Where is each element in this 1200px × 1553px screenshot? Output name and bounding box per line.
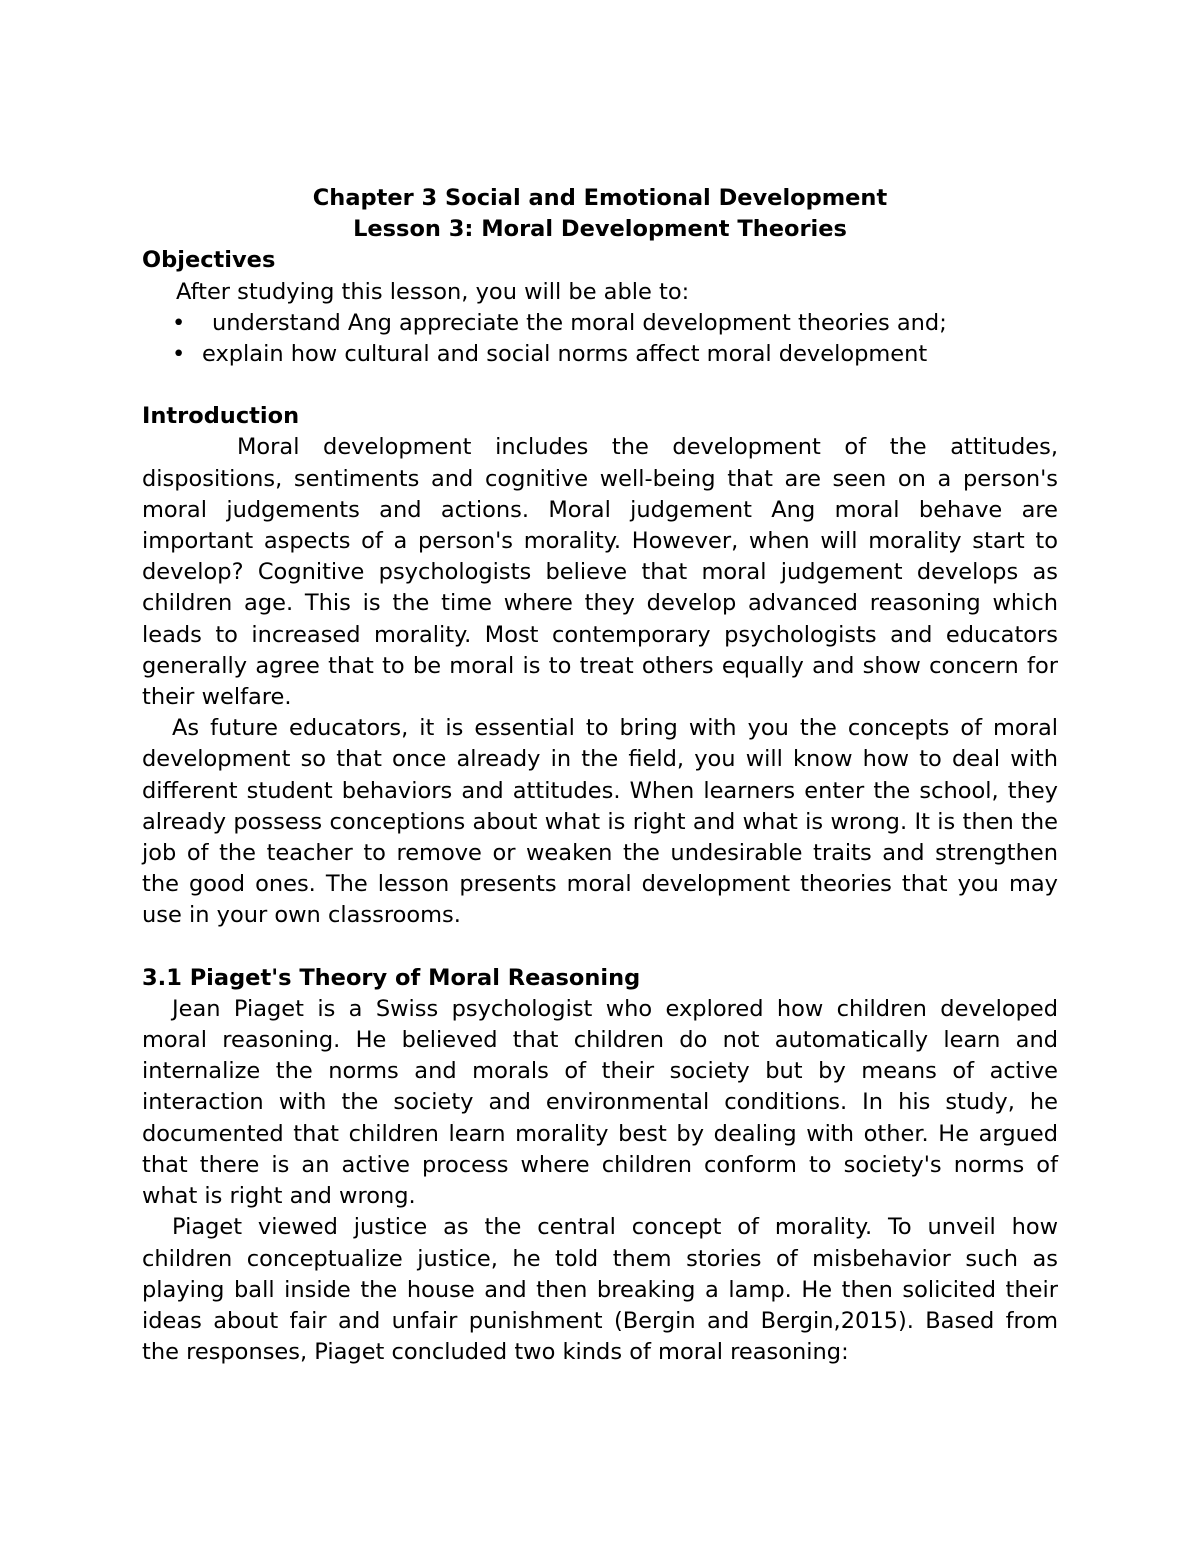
spacer [142, 932, 1058, 963]
objective-text: understand Ang appreciate the moral development theories and; [212, 309, 947, 336]
section-heading: 3.1 Piaget's Theory of Moral Reasoning [142, 964, 641, 991]
list-item [172, 308, 1058, 339]
bullet-icon: • [172, 309, 186, 336]
objectives-heading: Objectives [142, 247, 276, 274]
objective-text: explain how cultural and social norms affect moral development [202, 341, 928, 368]
introduction-paragraph: Moral development includes the development of the attitudes, dispositions, sentiments and cognitive well-being that are seen on a person's moral judgements and actions. Moral judgement Ang moral behave are important aspects of a person's morality. However, when will morality start to develop? Cognitive psychologists believe that moral judgement develops as children age. This is the time where they develop advanced reasoning which leads to increased morality. Most contemporary psychologists and educators generally agree that to be moral is to treat others equally and show concern for their welfare. [142, 434, 1058, 711]
spacer [142, 370, 1058, 401]
document-page [142, 183, 1058, 1368]
objectives-lead: After studying this lesson, you will be able to: [176, 278, 690, 305]
lesson-title: Lesson 3: Moral Development Theories [353, 216, 847, 243]
objectives-list [142, 308, 1058, 370]
introduction-heading: Introduction [142, 403, 300, 430]
list-item [172, 339, 1058, 370]
introduction-paragraph: As future educators, it is essential to bring with you the concepts of moral development so that once already in the field, you will know how to deal with different student behaviors and attitudes. When learners enter the school, they already possess conceptions about what is right and what is wrong. It is then the job of the teacher to remove or weaken the undesirable traits and strengthen the good ones. The lesson presents moral development theories that you may use in your own classrooms. [142, 715, 1058, 929]
bullet-icon: • [172, 341, 186, 368]
section-paragraph: Jean Piaget is a Swiss psychologist who explored how children developed moral reasoning. He believed that children do not automatically learn and internalize the norms and morals of their society but by means of active interaction with the society and environmental conditions. In his study, he documented that children learn morality best by dealing with other. He argued that there is an active process where children conform to society's norms of what is right and wrong. [142, 995, 1058, 1210]
section-paragraph: Piaget viewed justice as the central concept of morality. To unveil how children conceptualize justice, he told them stories of misbehavior such as playing ball inside the house and then breaking a lamp. He then solicited their ideas about fair and unfair punishment (Bergin and Bergin,2015). Based from the responses, Piaget concluded two kinds of moral reasoning: [142, 1214, 1058, 1366]
chapter-title: Chapter 3 Social and Emotional Development [312, 185, 888, 211]
